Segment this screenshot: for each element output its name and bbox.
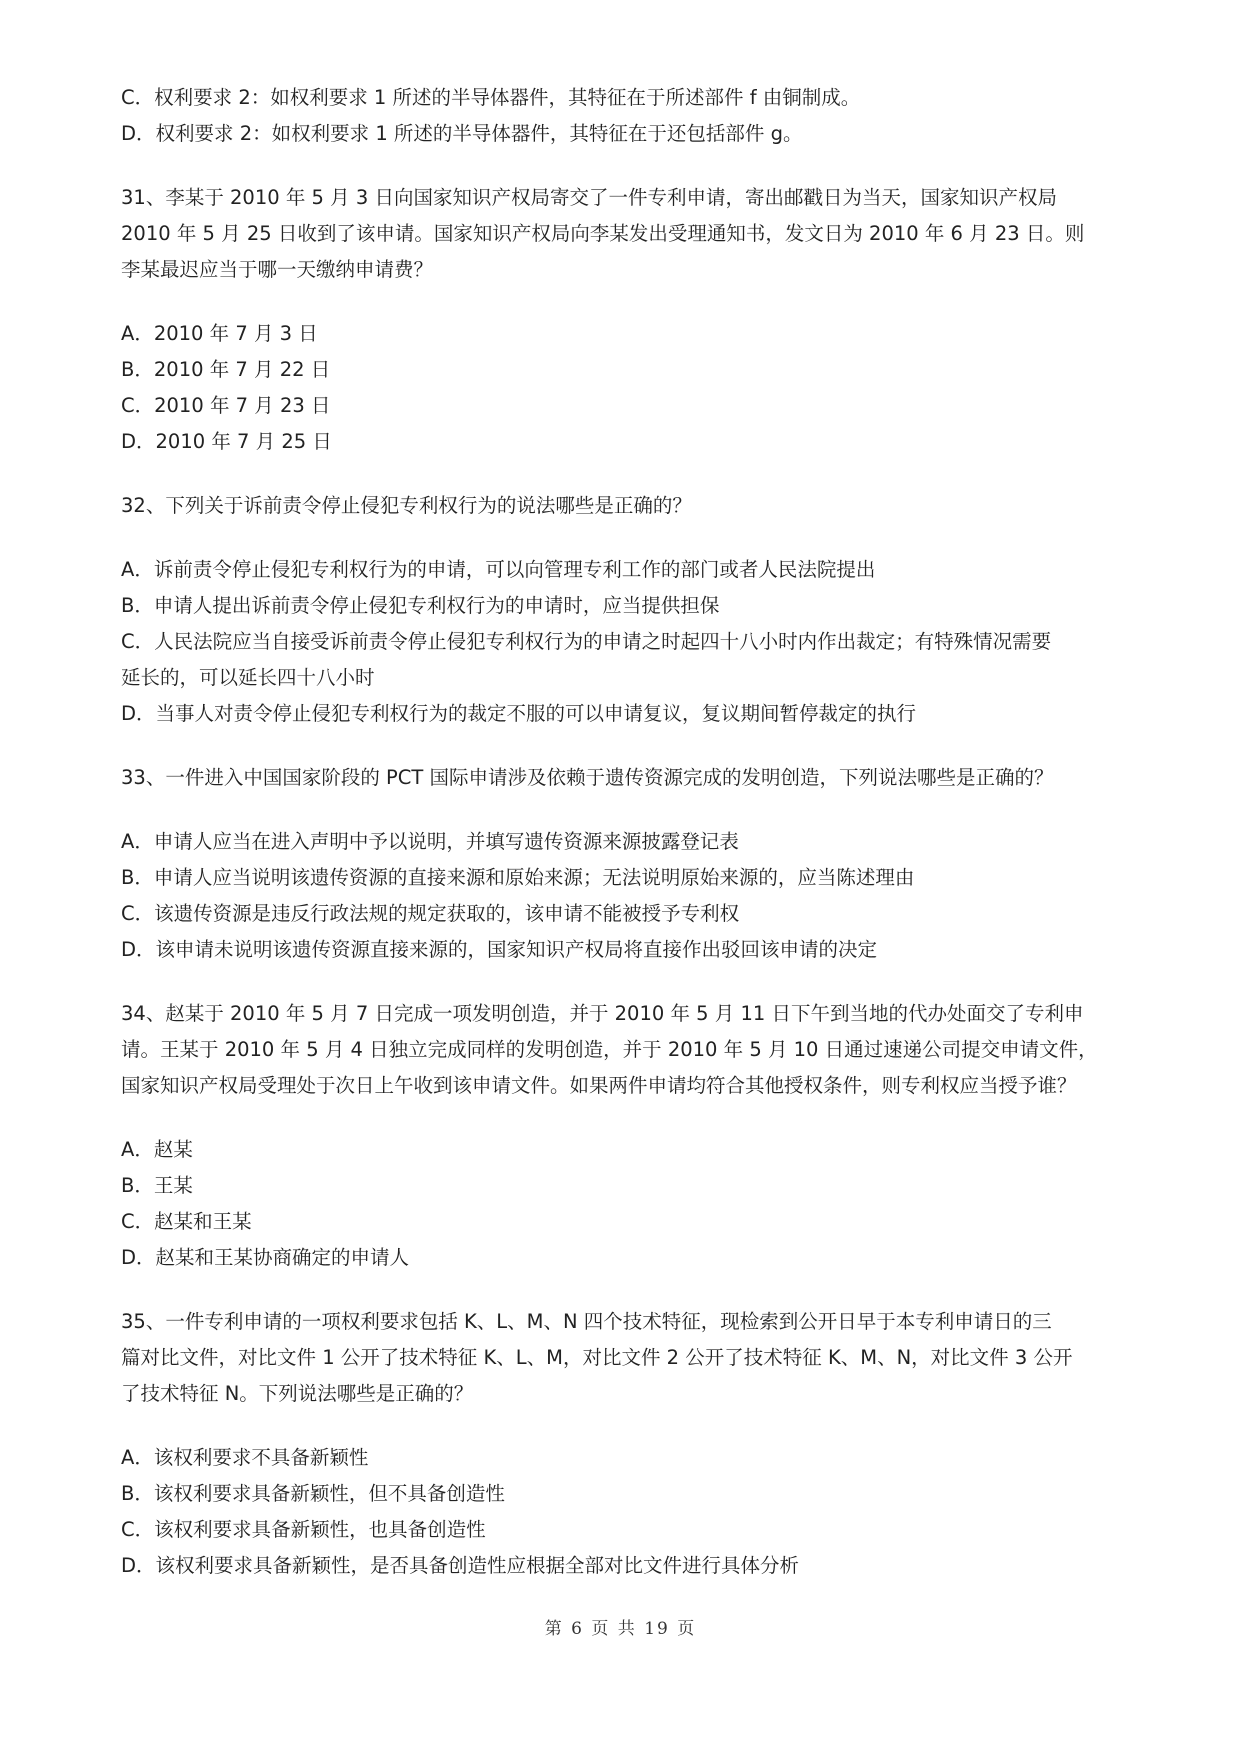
option-c-continued: 延长的，可以延长四十八小时 [121, 666, 375, 689]
option-c: C．赵某和王某 [121, 1210, 252, 1233]
question-stem-line: 35、一件专利申请的一项权利要求包括 K、L、M、N 四个技术特征，现检索到公开日早于本专利申请日的三 [121, 1310, 1052, 1333]
option-c: C．2010 年 7 月 23 日 [121, 394, 331, 417]
option-b: B．申请人应当说明该遗传资源的直接来源和原始来源；无法说明原始来源的，应当陈述理由 [121, 866, 915, 889]
question-35 [121, 1304, 1161, 1584]
option-b: B．王某 [121, 1174, 193, 1197]
option-c: C．该遗传资源是违反行政法规的规定获取的，该申请不能被授予专利权 [121, 902, 740, 925]
page-number-footer: 第 6 页 共 19 页 [544, 1619, 697, 1639]
option-a: A．2010 年 7 月 3 日 [121, 322, 318, 345]
question-stem-line: 篇对比文件，对比文件 1 公开了技术特征 K、L、M，对比文件 2 公开了技术特征 K、M、N，对比文件 3 公开 [121, 1346, 1073, 1369]
option-b: B．该权利要求具备新颖性，但不具备创造性 [121, 1482, 505, 1505]
option-a: A．赵某 [121, 1138, 193, 1161]
option-c: C．人民法院应当自接受诉前责令停止侵犯专利权行为的申请之时起四十八小时内作出裁定；有特殊情况需要 [121, 630, 1052, 653]
page-content [121, 80, 1161, 1584]
option-b: B．申请人提出诉前责令停止侵犯专利权行为的申请时，应当提供担保 [121, 594, 720, 617]
question-stem-line: 请。王某于 2010 年 5 月 4 日独立完成同样的发明创造，并于 2010 年 5 月 10 日通过速递公司提交申请文件， [121, 1038, 1098, 1061]
question-34 [121, 996, 1161, 1276]
question-stem-line: 33、一件进入中国国家阶段的 PCT 国际申请涉及依赖于遗传资源完成的发明创造，下列说法哪些是正确的？ [121, 766, 1054, 789]
question-stem-line: 国家知识产权局受理处于次日上午收到该申请文件。如果两件申请均符合其他授权条件，则专利权应当授予谁？ [121, 1074, 1077, 1097]
option-c: C．该权利要求具备新颖性，也具备创造性 [121, 1518, 486, 1541]
question-33 [121, 760, 1161, 968]
option-a: A．申请人应当在进入声明中予以说明，并填写遗传资源来源披露登记表 [121, 830, 739, 853]
question-stem-line: 了技术特征 N。下列说法哪些是正确的？ [121, 1382, 474, 1405]
option-d: D．该权利要求具备新颖性，是否具备创造性应根据全部对比文件进行具体分析 [121, 1554, 800, 1577]
question-31 [121, 180, 1161, 460]
option-c: C．权利要求 2：如权利要求 1 所述的半导体器件，其特征在于所述部件 f 由铜制成。 [121, 86, 861, 109]
option-a: A．该权利要求不具备新颖性 [121, 1446, 369, 1469]
option-d: D．当事人对责令停止侵犯专利权行为的裁定不服的可以申请复议，复议期间暂停裁定的执行 [121, 702, 917, 725]
previous-question-options [121, 80, 1161, 152]
option-d: D．2010 年 7 月 25 日 [121, 430, 332, 453]
option-a: A．诉前责令停止侵犯专利权行为的申请，可以向管理专利工作的部门或者人民法院提出 [121, 558, 876, 581]
option-d: D．权利要求 2：如权利要求 1 所述的半导体器件，其特征在于还包括部件 g。 [121, 122, 803, 145]
question-stem-line: 2010 年 5 月 25 日收到了该申请。国家知识产权局向李某发出受理通知书，发文日为 2010 年 6 月 23 日。则 [121, 222, 1085, 245]
question-32 [121, 488, 1161, 732]
option-d: D．该申请未说明该遗传资源直接来源的，国家知识产权局将直接作出驳回该申请的决定 [121, 938, 878, 961]
question-stem-line: 34、赵某于 2010 年 5 月 7 日完成一项发明创造，并于 2010 年 5 月 11 日下午到当地的代办处面交了专利申 [121, 1002, 1084, 1025]
question-stem-line: 李某最迟应当于哪一天缴纳申请费？ [121, 258, 434, 281]
question-stem-line: 31、李某于 2010 年 5 月 3 日向国家知识产权局寄交了一件专利申请，寄出邮戳日为当天，国家知识产权局 [121, 186, 1057, 209]
option-d: D．赵某和王某协商确定的申请人 [121, 1246, 410, 1269]
question-stem-line: 32、下列关于诉前责令停止侵犯专利权行为的说法哪些是正确的？ [121, 494, 692, 517]
option-b: B．2010 年 7 月 22 日 [121, 358, 331, 381]
